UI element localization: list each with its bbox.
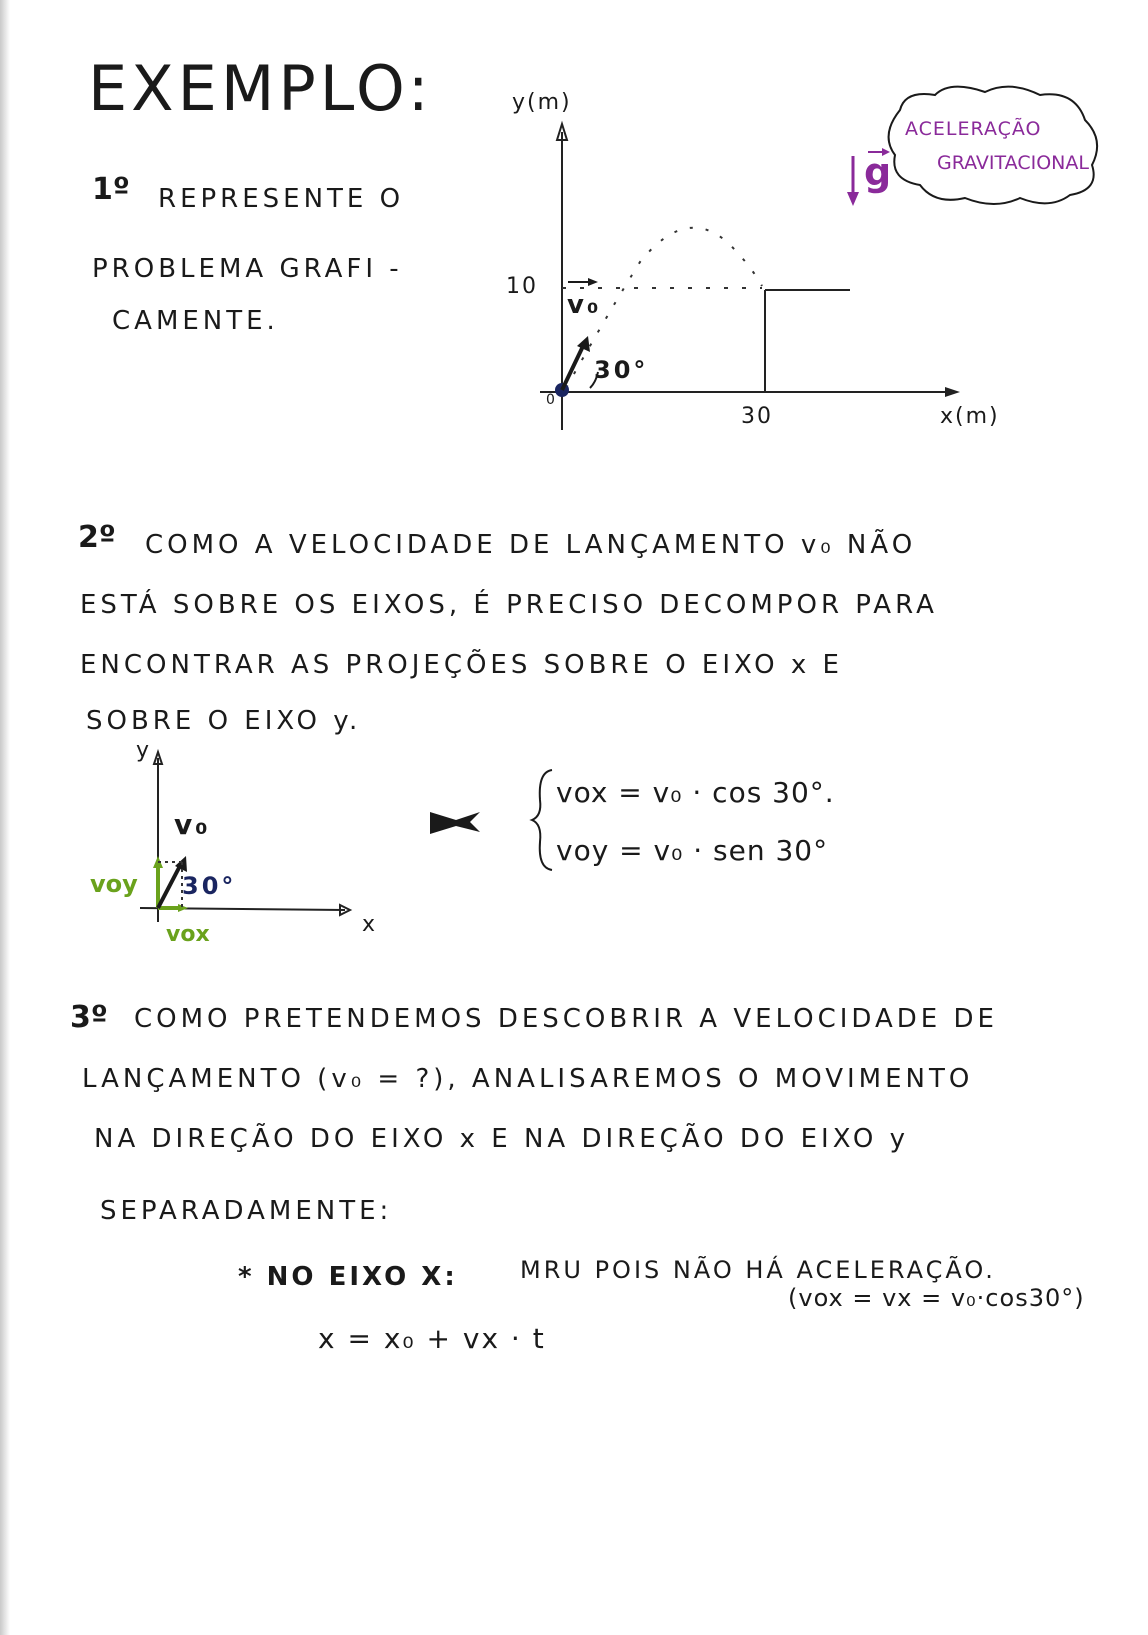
equation-brace [532,770,552,870]
graph2-v0-vector [158,862,182,908]
graph2-v0-label: v₀ [174,808,211,841]
graph2-voy-label: voy [90,870,138,898]
graph1-angle-label: 30° [594,356,649,384]
step3-line3: NA DIREÇÃO DO EIXO x E NA DIREÇÃO DO EIXO y [94,1124,909,1154]
axis-x-formula: x = x₀ + vx · t [318,1322,546,1355]
graph2-vox-label: vox [166,922,210,947]
axis-x-note: (vox = vx = v₀·cos30°) [788,1284,1085,1312]
graph2-x-label: x [362,912,378,937]
graph1-y-label: y(m) [512,90,572,115]
graph1-v0-label: v₀ [567,290,602,320]
equation-vox: vox = v₀ · cos 30°. [556,776,835,809]
gravity-g-label: g [864,150,892,194]
step2-number: 2º [78,520,116,555]
axis-x-description: MRU POIS NÃO HÁ ACELERAÇÃO. [520,1256,996,1284]
graph1-y-tick: 10 [506,274,538,299]
step1-line3: CAMENTE. [112,306,279,336]
step1-line1: REPRESENTE O [158,184,405,214]
step1-line2: PROBLEMA GRAFI - [92,254,403,284]
step2-line2: ESTÁ SOBRE OS EIXOS, É PRECISO DECOMPOR PARA [80,590,938,620]
cloud-line1: ACELERAÇÃO [905,118,1042,140]
step3-line4: SEPARADAMENTE: [100,1196,393,1226]
equation-voy: voy = v₀ · sen 30° [556,834,829,867]
step3-line1: COMO PRETENDEMOS DESCOBRIR A VELOCIDADE DE [134,1004,998,1034]
graph2-angle-label: 30° [182,872,237,900]
graph1-origin-label: 0 [546,392,557,408]
page-title: EXEMPLO: [88,52,433,125]
step2-line1: COMO A VELOCIDADE DE LANÇAMENTO v₀ NÃO [145,530,917,560]
step3-line2: LANÇAMENTO (v₀ = ?), ANALISAREMOS O MOVIMENTO [82,1064,974,1094]
axis-x-bullet: * NO EIXO X: [238,1262,458,1292]
cloud-line2: GRAVITACIONAL [937,152,1089,174]
step1-number: 1º [92,172,130,207]
graph2-y-label: y [136,738,152,763]
step3-number: 3º [70,1000,108,1035]
step2-line4: SOBRE O EIXO y. [86,706,362,736]
implies-arrow [430,812,480,834]
graph1-x-label: x(m) [940,404,1000,429]
step2-line3: ENCONTRAR AS PROJEÇÕES SOBRE O EIXO x E [80,650,843,680]
graph1-x-tick: 30 [741,404,773,429]
